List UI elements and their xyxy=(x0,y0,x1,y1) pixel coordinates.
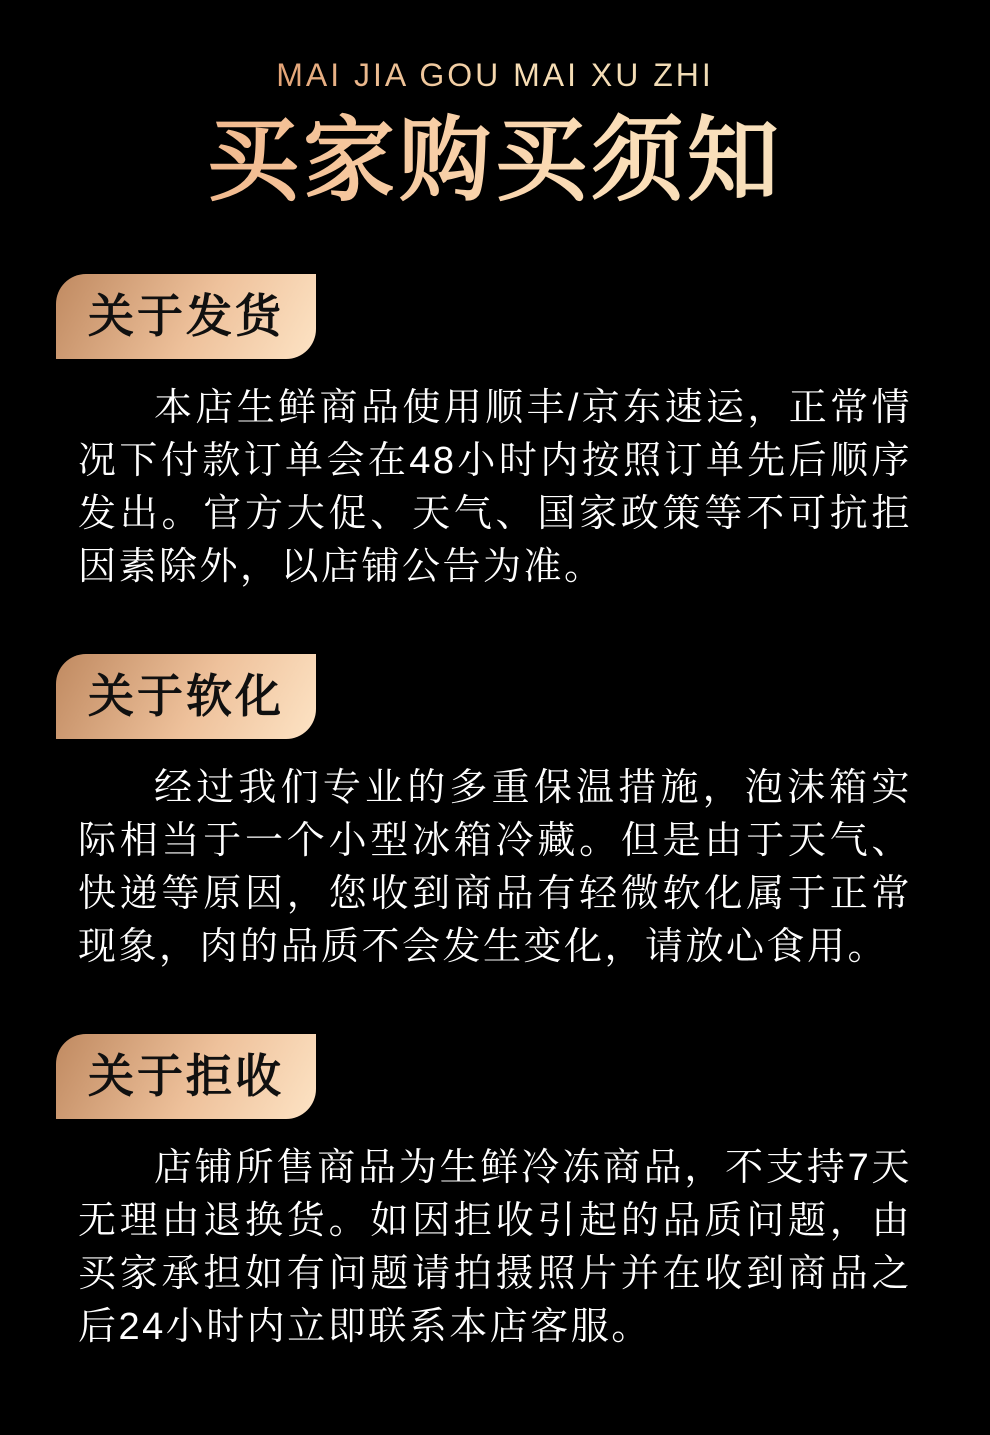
pinyin-subtitle: MAI JIA GOU MAI XU ZHI xyxy=(276,57,714,93)
section-rejection-body: 店铺所售商品为生鲜冷冻商品，不支持7天无理由退换货。如因拒收引起的品质问题，由买家承担如有问题请拍摄照片并在收到商品之后24小时内立即联系本店客服。 xyxy=(78,1147,912,1348)
badge-softening: 关于软化 xyxy=(56,654,316,739)
section-shipping xyxy=(0,274,990,594)
badge-rejection: 关于拒收 xyxy=(56,1034,316,1119)
section-rejection xyxy=(0,1034,990,1354)
section-softening xyxy=(0,654,990,974)
section-softening-body: 经过我们专业的多重保温措施，泡沫箱实际相当于一个小型冰箱冷藏。但是由于天气、快递等原因，您收到商品有轻微软化属于正常现象，肉的品质不会发生变化，请放心食用。 xyxy=(78,767,912,968)
page-title: 买家购买须知 xyxy=(0,110,990,212)
badge-shipping: 关于发货 xyxy=(56,274,316,359)
header xyxy=(0,0,990,212)
section-shipping-body: 本店生鲜商品使用顺丰/京东速运，正常情况下付款订单会在48小时内按照订单先后顺序发出。官方大促、天气、国家政策等不可抗拒因素除外，以店铺公告为准。 xyxy=(78,387,912,588)
